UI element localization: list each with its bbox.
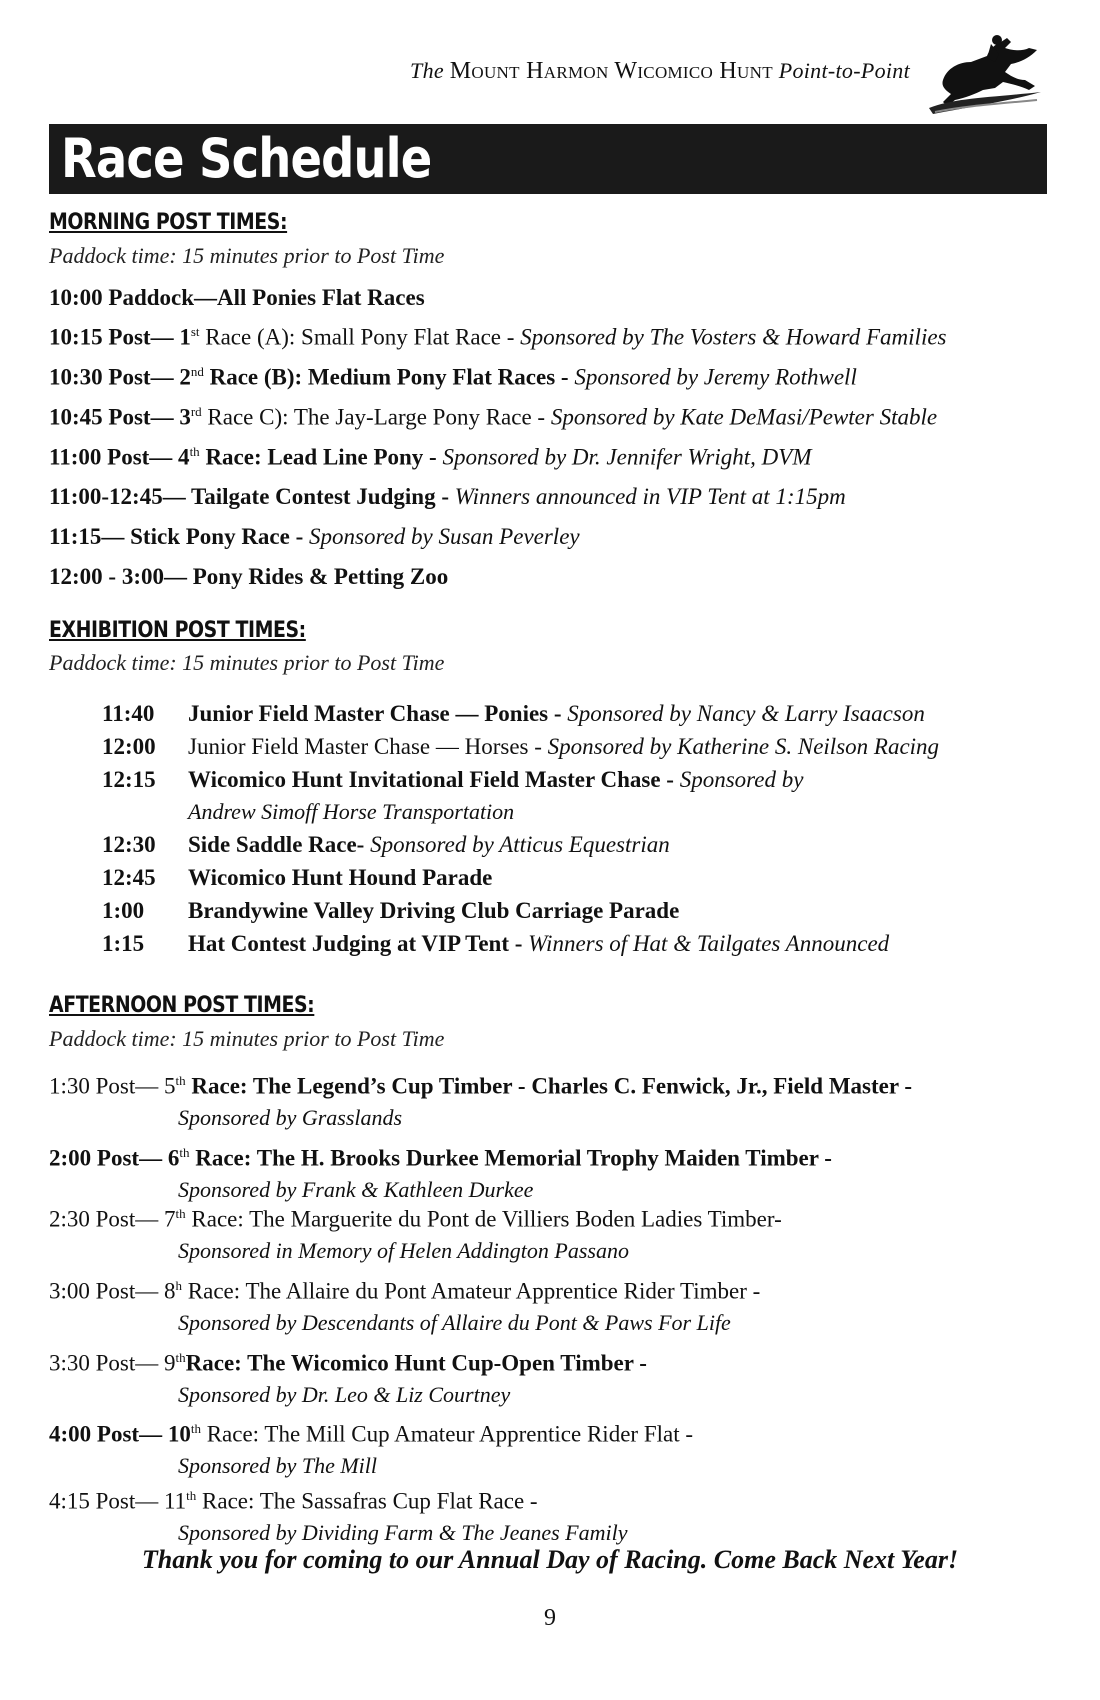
exhibition-event: Junior Field Master Chase — Horses - Sponsored by Katherine S. Neilson Racing [188, 734, 940, 759]
exhibition-event: Wicomico Hunt Hound Parade [188, 865, 493, 890]
morning-heading: MORNING POST TIMES: [49, 210, 288, 235]
afternoon-sponsor: Sponsored by The Mill [178, 1453, 377, 1478]
morning-row: 10:30 Post— 2nd Race (B): Medium Pony Flat Races - Sponsored by Jeremy Rothwell [49, 364, 857, 390]
exhibition-paddock-note: Paddock time: 15 minutes prior to Post Time [49, 650, 445, 675]
exhibition-time: 11:40 [102, 701, 155, 726]
exhibition-time: 12:45 [102, 865, 156, 890]
exhibition-heading: EXHIBITION POST TIMES: [49, 618, 306, 643]
morning-row: 10:45 Post— 3rd Race C): The Jay-Large Pony Race - Sponsored by Kate DeMasi/Pewter Stable [49, 404, 938, 430]
morning-row: 10:15 Post— 1st Race (A): Small Pony Flat Race - Sponsored by The Vosters & Howard Families [49, 324, 947, 350]
exhibition-event: Hat Contest Judging at VIP Tent - Winners of Hat & Tailgates Announced [188, 931, 890, 956]
afternoon-sponsor: Sponsored in Memory of Helen Addington Passano [178, 1238, 629, 1263]
afternoon-row: 2:00 Post— 6th Race: The H. Brooks Durkee Memorial Trophy Maiden Timber - [49, 1145, 832, 1171]
afternoon-row: 1:30 Post— 5th Race: The Legend’s Cup Timber - Charles C. Fenwick, Jr., Field Master - [49, 1073, 913, 1099]
afternoon-row: 2:30 Post— 7th Race: The Marguerite du Pont de Villiers Boden Ladies Timber- [49, 1206, 782, 1232]
exhibition-event: Side Saddle Race- Sponsored by Atticus Equestrian [188, 832, 670, 857]
page-title: Race Schedule [61, 127, 432, 190]
horse-rider-logo-icon [925, 28, 1045, 118]
afternoon-sponsor: Sponsored by Frank & Kathleen Durkee [178, 1177, 534, 1202]
exhibition-time: 12:00 [102, 734, 156, 759]
exhibition-time: 1:00 [102, 898, 145, 923]
exhibition-event: Junior Field Master Chase — Ponies - Sponsored by Nancy & Larry Isaacson [188, 701, 925, 726]
exhibition-time: 12:15 [102, 767, 156, 792]
morning-paddock-note: Paddock time: 15 minutes prior to Post Time [49, 243, 445, 268]
header-the: The [410, 58, 444, 83]
afternoon-row: 4:15 Post— 11th Race: The Sassafras Cup Flat Race - [49, 1488, 538, 1514]
morning-row: 10:00 Paddock—All Ponies Flat Races [49, 285, 425, 310]
afternoon-sponsor: Sponsored by Grasslands [178, 1105, 403, 1130]
exhibition-sponsor-continued: Andrew Simoff Horse Transportation [188, 799, 515, 824]
exhibition-event: Brandywine Valley Driving Club Carriage Parade [188, 898, 680, 923]
afternoon-row: 3:00 Post— 8$^h$ Race: The Allaire du Pont Amateur Apprentice Rider Timber - [49, 1278, 761, 1304]
morning-row: 12:00 - 3:00— Pony Rides & Petting Zoo [49, 564, 449, 589]
exhibition-time: 1:15 [102, 931, 145, 956]
afternoon-heading: AFTERNOON POST TIMES: [49, 993, 315, 1018]
title-bar [49, 124, 1047, 194]
afternoon-sponsor: Sponsored by Descendants of Allaire du Pont & Paws For Life [178, 1310, 731, 1335]
afternoon-row: 3:30 Post— 9thRace: The Wicomico Hunt Cup-Open Timber - [49, 1350, 647, 1376]
page-number: 9 [544, 1605, 556, 1631]
header-name: Mount Harmon Wicomico Hunt [449, 58, 773, 84]
exhibition-time: 12:30 [102, 832, 156, 857]
morning-row: 11:00-12:45— Tailgate Contest Judging - Winners announced in VIP Tent at 1:15pm [49, 484, 846, 509]
afternoon-sponsor: Sponsored by Dr. Leo & Liz Courtney [178, 1382, 511, 1407]
morning-row: 11:00 Post— 4th Race: Lead Line Pony - Sponsored by Dr. Jennifer Wright, DVM [49, 444, 812, 470]
afternoon-paddock-note: Paddock time: 15 minutes prior to Post Time [49, 1026, 445, 1051]
closing-message: Thank you for coming to our Annual Day of Racing. Come Back Next Year! [141, 1545, 959, 1574]
afternoon-row: 4:00 Post— 10th Race: The Mill Cup Amateur Apprentice Rider Flat - [49, 1421, 694, 1447]
header-suffix: Point-to-Point [778, 58, 910, 83]
afternoon-sponsor: Sponsored by Dividing Farm & The Jeanes Family [178, 1520, 628, 1545]
running-header [300, 58, 910, 85]
exhibition-event: Wicomico Hunt Invitational Field Master Chase - Sponsored by [188, 767, 804, 792]
morning-row: 11:15— Stick Pony Race - Sponsored by Susan Peverley [49, 524, 580, 549]
